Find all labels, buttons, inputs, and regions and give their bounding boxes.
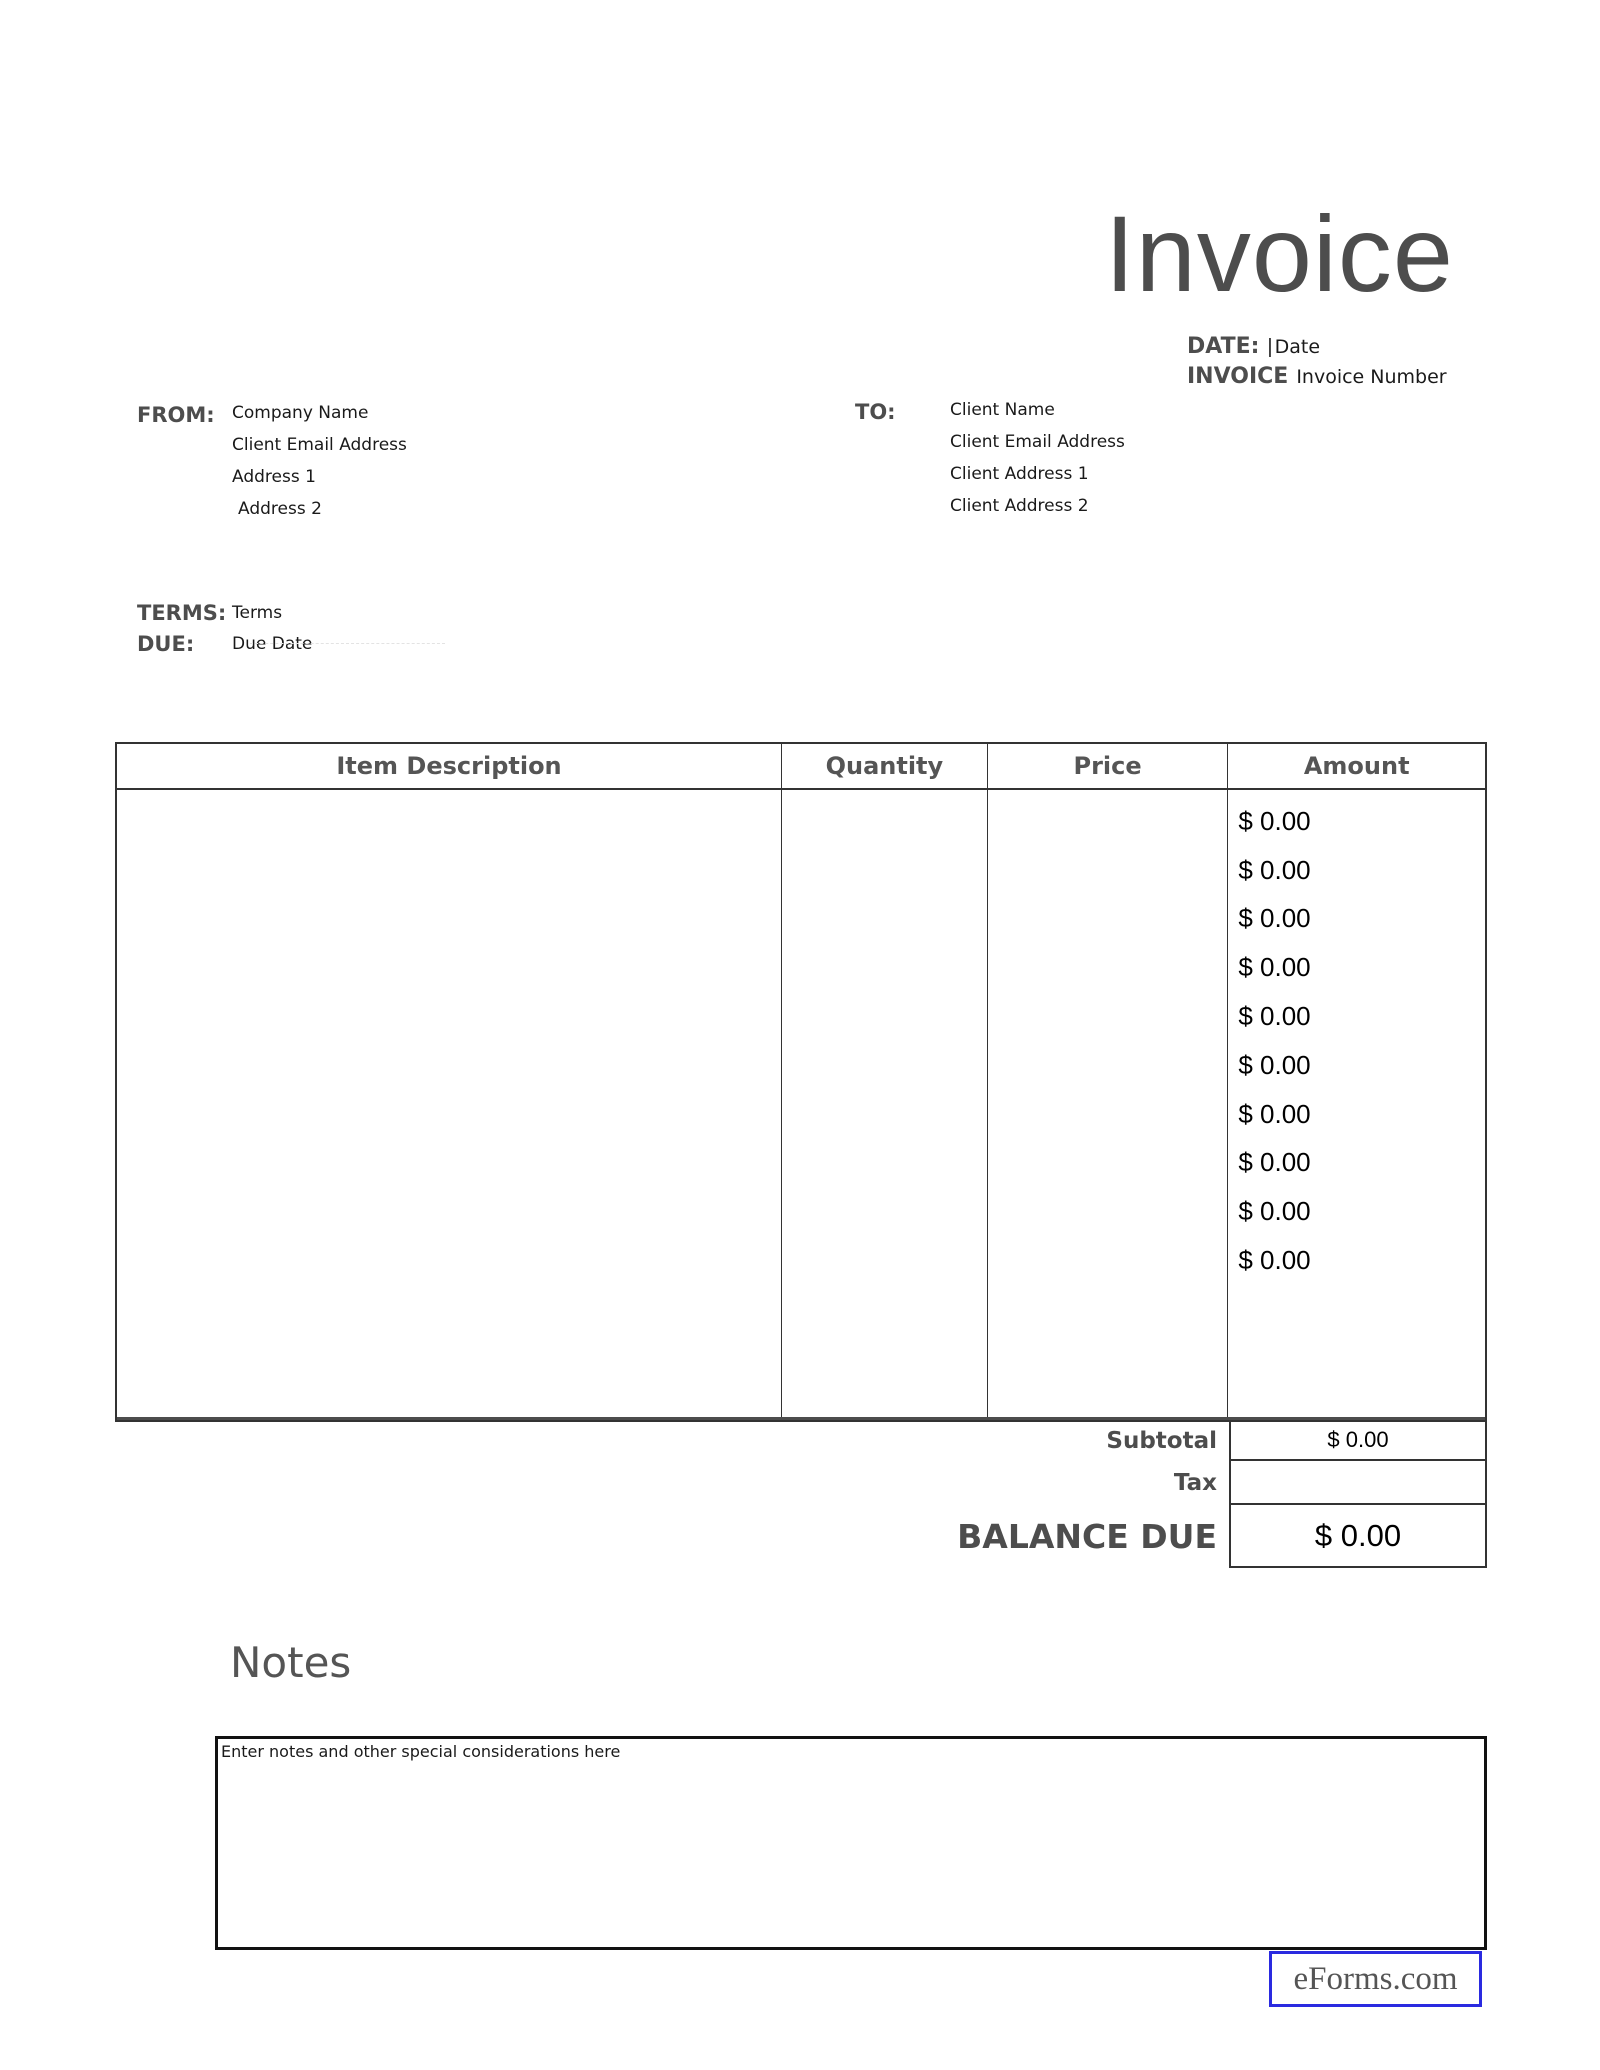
amount-value: $ 0.00 xyxy=(1238,1098,1311,1129)
balance-due-value: $ 0.00 xyxy=(1229,1505,1487,1568)
invoice-number-label: INVOICE xyxy=(1187,364,1289,389)
price-column-field[interactable] xyxy=(987,790,1228,1417)
terms-row xyxy=(137,597,312,628)
notes-placeholder: Enter notes and other special considerations here xyxy=(221,1742,621,1761)
invoice-meta xyxy=(1187,334,1447,394)
amount-value: $ 0.00 xyxy=(1238,805,1311,836)
text-cursor: | xyxy=(1267,336,1273,358)
amount-value: $ 0.00 xyxy=(1238,903,1311,934)
tax-label: Tax xyxy=(1173,1470,1217,1496)
tax-row xyxy=(115,1461,1487,1505)
amount-value: $ 0.00 xyxy=(1238,952,1311,983)
terms-block xyxy=(137,597,312,659)
terms-underline xyxy=(250,643,445,644)
amount-value: $ 0.00 xyxy=(1238,1001,1311,1032)
subtotal-row xyxy=(115,1421,1487,1461)
date-label: DATE: xyxy=(1187,334,1260,359)
terms-label: TERMS: xyxy=(137,600,227,625)
subtotal-value: $ 0.00 xyxy=(1229,1421,1487,1461)
due-date-field[interactable]: Due Date xyxy=(232,633,313,654)
to-address2-field[interactable]: Client Address 2 xyxy=(950,496,1089,516)
invoice-number-field[interactable]: Invoice Number xyxy=(1296,366,1447,388)
table-header-row xyxy=(117,744,1485,790)
from-email-field[interactable]: Client Email Address xyxy=(232,435,407,455)
to-label: TO: xyxy=(855,400,896,424)
balance-due-label: BALANCE DUE xyxy=(957,1517,1217,1556)
to-email-field[interactable]: Client Email Address xyxy=(950,432,1125,452)
quantity-column-field[interactable] xyxy=(781,790,987,1417)
from-company-field[interactable]: Company Name xyxy=(232,403,369,423)
to-block xyxy=(950,398,1125,526)
table-body xyxy=(117,790,1485,1420)
date-field[interactable]: Date xyxy=(1274,336,1321,358)
due-label: DUE: xyxy=(137,631,195,656)
header-item-description: Item Description xyxy=(336,752,562,780)
from-address1-field[interactable]: Address 1 xyxy=(232,467,316,487)
notes-input-box[interactable] xyxy=(215,1736,1487,1950)
description-column-field[interactable] xyxy=(117,790,781,1417)
eforms-brand-text: eForms.com xyxy=(1293,1960,1458,1997)
date-row xyxy=(1187,334,1447,359)
header-price: Price xyxy=(987,744,1228,788)
subtotal-label: Subtotal xyxy=(1106,1428,1217,1454)
amount-value: $ 0.00 xyxy=(1238,1147,1311,1178)
header-amount: Amount xyxy=(1227,744,1485,788)
amount-column xyxy=(1227,790,1485,1417)
totals-section xyxy=(115,1421,1487,1568)
line-items-table xyxy=(115,742,1487,1422)
from-address2-field[interactable]: Address 2 xyxy=(238,499,322,519)
terms-field[interactable]: Terms xyxy=(232,602,283,623)
amount-value: $ 0.00 xyxy=(1238,1245,1311,1276)
invoice-number-row xyxy=(1187,364,1447,389)
to-address1-field[interactable]: Client Address 1 xyxy=(950,464,1089,484)
amount-value: $ 0.00 xyxy=(1238,1196,1311,1227)
eforms-brand-link[interactable] xyxy=(1269,1951,1482,2007)
tax-field[interactable] xyxy=(1229,1461,1487,1505)
header-quantity: Quantity xyxy=(781,744,987,788)
amount-value: $ 0.00 xyxy=(1238,1049,1311,1080)
balance-due-row xyxy=(115,1505,1487,1568)
to-name-field[interactable]: Client Name xyxy=(950,400,1055,420)
from-block xyxy=(232,401,407,529)
from-label: FROM: xyxy=(137,403,215,427)
amount-value: $ 0.00 xyxy=(1238,854,1311,885)
page-title: Invoice xyxy=(1104,193,1454,314)
notes-heading: Notes xyxy=(230,1638,352,1687)
